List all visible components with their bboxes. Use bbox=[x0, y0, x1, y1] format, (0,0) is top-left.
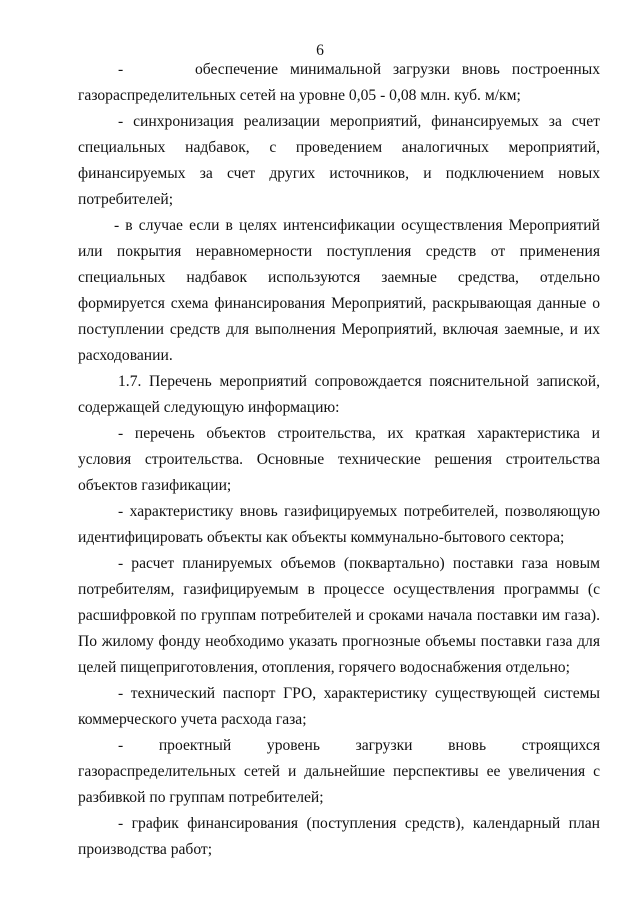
paragraph-construction-objects: - перечень объектов строительства, их краткая характеристика и условия строительства. Основные технические решения строительства объектов газификации; bbox=[78, 425, 600, 494]
paragraph-design-load-level: - проектный уровень загрузки вновь строящихся газораспределительных сетей и дальнейшие перспективы ее увеличения с разбивкой по группам потребителей; bbox=[78, 737, 600, 806]
paragraph-min-load: - обеспечение минимальной загрузки вновь построенных газораспределительных сетей на уровне 0,05 - 0,08 млн. куб. м/км; bbox=[78, 61, 600, 104]
paragraph-borrowed-funds: - в случае если в целях интенсификации осуществления Мероприятий или покрытия неравномерности поступления средств от применения специальных надбавок используются заемные средства, отдельно формируется схема финансирования Мероприятий, раскрывающая данные о поступлении средств для выполнения Мероприятий, включая заемные, и их расходовании. bbox=[78, 217, 600, 364]
paragraph-financing-schedule: - график финансирования (поступления средств), календарный план производства работ; bbox=[78, 815, 600, 858]
paragraph-technical-passport: - технический паспорт ГРО, характеристику существующей системы коммерческого учета расхода газа; bbox=[78, 685, 600, 728]
page-number: 6 bbox=[316, 42, 324, 59]
paragraph-section-1-7: 1.7. Перечень мероприятий сопровождается пояснительной запиской, содержащей следующую информацию: bbox=[78, 373, 600, 416]
document-body bbox=[78, 57, 600, 863]
paragraph-consumer-characteristics: - характеристику вновь газифицируемых потребителей, позволяющую идентифицировать объекты как объекты коммунально-бытового сектора; bbox=[78, 503, 600, 546]
paragraph-gas-supply-volumes: - расчет планируемых объемов (поквартально) поставки газа новым потребителям, газифицируемым в процессе осуществления программы (с расшифровкой по группам потребителей и сроками начала поставки им газа). По жилому фонду необходимо указать прогнозные объемы поставки газа для целей пищеприготовления, отопления, горячего водоснабжения отдельно; bbox=[78, 555, 600, 676]
paragraph-sync-activities: - синхронизация реализации мероприятий, финансируемых за счет специальных надбавок, с проведением аналогичных мероприятий, финансируемых за счет других источников, и подключением новых потребителей; bbox=[78, 113, 600, 208]
